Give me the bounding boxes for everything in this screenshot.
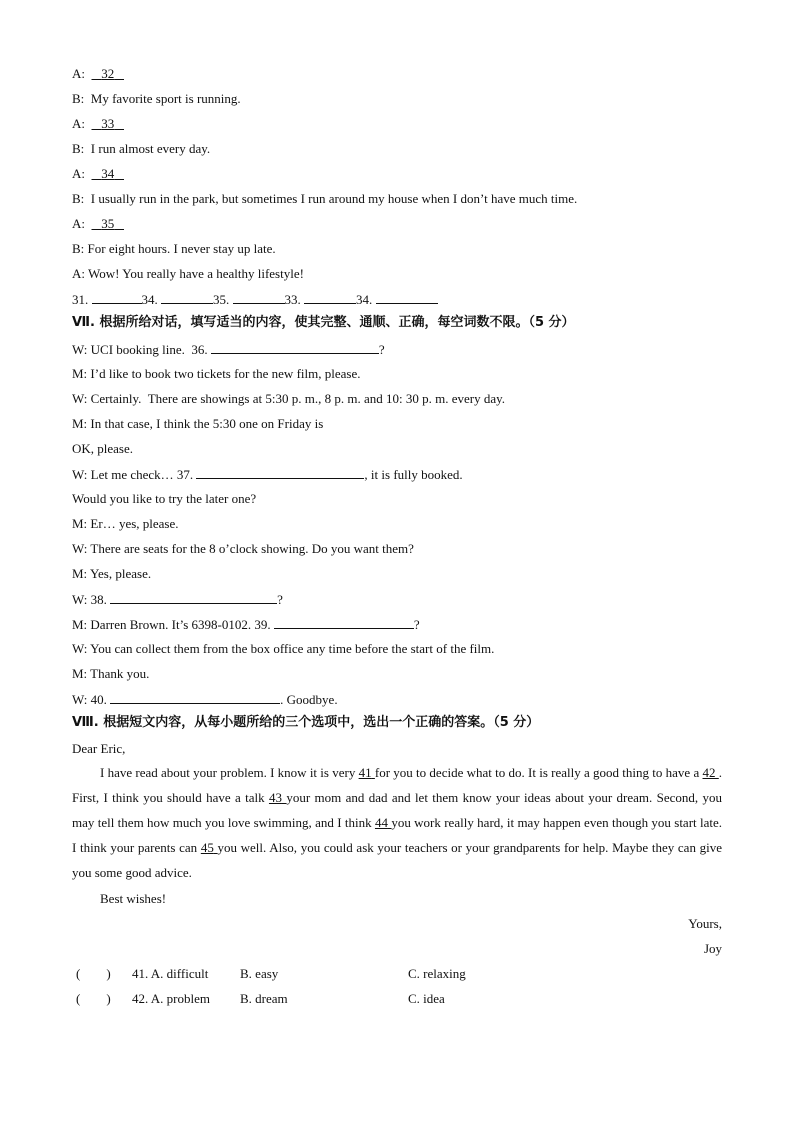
s7-line-39: M: Darren Brown. It’s 6398-0102. 39. ? bbox=[72, 617, 420, 632]
section-8-heading: Ⅷ. 根据短文内容，从每小题所给的三个选项中，选出一个正确的答案。（5 分） bbox=[72, 715, 540, 730]
blank-43[interactable]: 43 bbox=[268, 790, 282, 805]
blank-40[interactable] bbox=[110, 691, 280, 704]
s7-line-10: M: Yes, please. bbox=[72, 566, 152, 581]
dialog-line-a33: A: 33 bbox=[72, 116, 124, 132]
dialog-line-a35: A: 35 bbox=[72, 216, 124, 232]
question-41-option-b[interactable]: B. easy bbox=[240, 966, 279, 981]
answer-paren-41[interactable]: ( ) bbox=[76, 966, 111, 981]
question-42-option-c[interactable]: C. idea bbox=[408, 991, 445, 1006]
s7-line-37: W: Let me check… 37. , it is fully booked. bbox=[72, 467, 463, 482]
dialog-line-b3: B: I usually run in the park, but sometimes I run around my house when I don’t have much time. bbox=[72, 191, 578, 206]
s7-line-7: Would you like to try the later one? bbox=[72, 491, 257, 506]
s7-line-38: W: 38. ? bbox=[72, 592, 283, 607]
letter-sign-name: Joy bbox=[703, 941, 722, 956]
s7-line-3: W: Certainly. There are showings at 5:30 p. m., 8 p. m. and 10: 30 p. m. every day. bbox=[72, 391, 505, 406]
blank-32[interactable]: 32 bbox=[101, 66, 115, 81]
blank-37[interactable] bbox=[196, 466, 364, 479]
dialog-line-a34: A: 34 bbox=[72, 166, 124, 182]
question-41-option-a[interactable]: 41. A. difficult bbox=[132, 966, 209, 981]
answer-blank-1[interactable] bbox=[92, 291, 142, 304]
answer-line: 31. 34. 35. 33. 34. bbox=[72, 291, 438, 308]
dialog-line-a-final: A: Wow! You really have a healthy lifestyle! bbox=[72, 266, 304, 281]
question-42-option-b[interactable]: B. dream bbox=[240, 991, 288, 1006]
answer-blank-3[interactable] bbox=[233, 291, 285, 304]
letter-sign-yours: Yours, bbox=[688, 916, 722, 931]
s7-line-40: W: 40. . Goodbye. bbox=[72, 692, 338, 707]
answer-blank-5[interactable] bbox=[376, 291, 438, 304]
blank-41[interactable]: 41 bbox=[358, 765, 372, 780]
s7-line-9: W: There are seats for the 8 o’clock showing. Do you want them? bbox=[72, 541, 414, 556]
dialog-line-b4: B: For eight hours. I never stay up late. bbox=[72, 241, 276, 256]
s7-line-2: M: I’d like to book two tickets for the new film, please. bbox=[72, 366, 361, 381]
dialog-line-b1: B: My favorite sport is running. bbox=[72, 91, 241, 106]
dialog-line-b2: B: I run almost every day. bbox=[72, 141, 211, 156]
s7-line-14: M: Thank you. bbox=[72, 666, 150, 681]
blank-38[interactable] bbox=[110, 591, 277, 604]
s7-line-13: W: You can collect them from the box office any time before the start of the film. bbox=[72, 641, 495, 656]
s7-line-8: M: Er… yes, please. bbox=[72, 516, 179, 531]
blank-34[interactable]: 34 bbox=[101, 166, 115, 181]
letter-body: I have read about your problem. I know it is very 41 for you to decide what to do. It is really a good thing to have a 42 . First, I think you should have a talk 43 your mom and dad and let them know your ideas about your dream. Second, you may tell them how much you love swimming, and I think 44 you work really hard, it may happen even though you start late. I think your parents can 45 you well. Also, you could ask your teachers or your grandparents for help. Maybe they can give you some good advice. bbox=[72, 765, 723, 880]
answer-blank-4[interactable] bbox=[304, 291, 356, 304]
letter-closing: Best wishes! bbox=[100, 891, 167, 906]
question-41-option-c[interactable]: C. relaxing bbox=[408, 966, 466, 981]
s7-line-36: W: UCI booking line. 36. ? bbox=[72, 342, 385, 357]
blank-42[interactable]: 42 bbox=[702, 765, 716, 780]
dialog-line-a32: A: 32 bbox=[72, 66, 124, 82]
blank-45[interactable]: 45 bbox=[200, 840, 214, 855]
section-7-heading: Ⅶ. 根据所给对话，填写适当的内容，使其完整、通顺、正确，每空词数不限。（5 分） bbox=[72, 315, 575, 330]
letter-salutation: Dear Eric, bbox=[72, 741, 126, 756]
s7-line-5: OK, please. bbox=[72, 441, 134, 456]
blank-44[interactable]: 44 bbox=[374, 815, 388, 830]
blank-39[interactable] bbox=[274, 616, 414, 629]
answer-paren-42[interactable]: ( ) bbox=[76, 991, 111, 1006]
blank-33[interactable]: 33 bbox=[101, 116, 115, 131]
question-42-option-a[interactable]: 42. A. problem bbox=[132, 991, 210, 1006]
blank-36[interactable] bbox=[211, 341, 379, 354]
s7-line-4: M: In that case, I think the 5:30 one on Friday is bbox=[72, 416, 324, 431]
blank-35[interactable]: 35 bbox=[101, 216, 115, 231]
answer-blank-2[interactable] bbox=[161, 291, 213, 304]
